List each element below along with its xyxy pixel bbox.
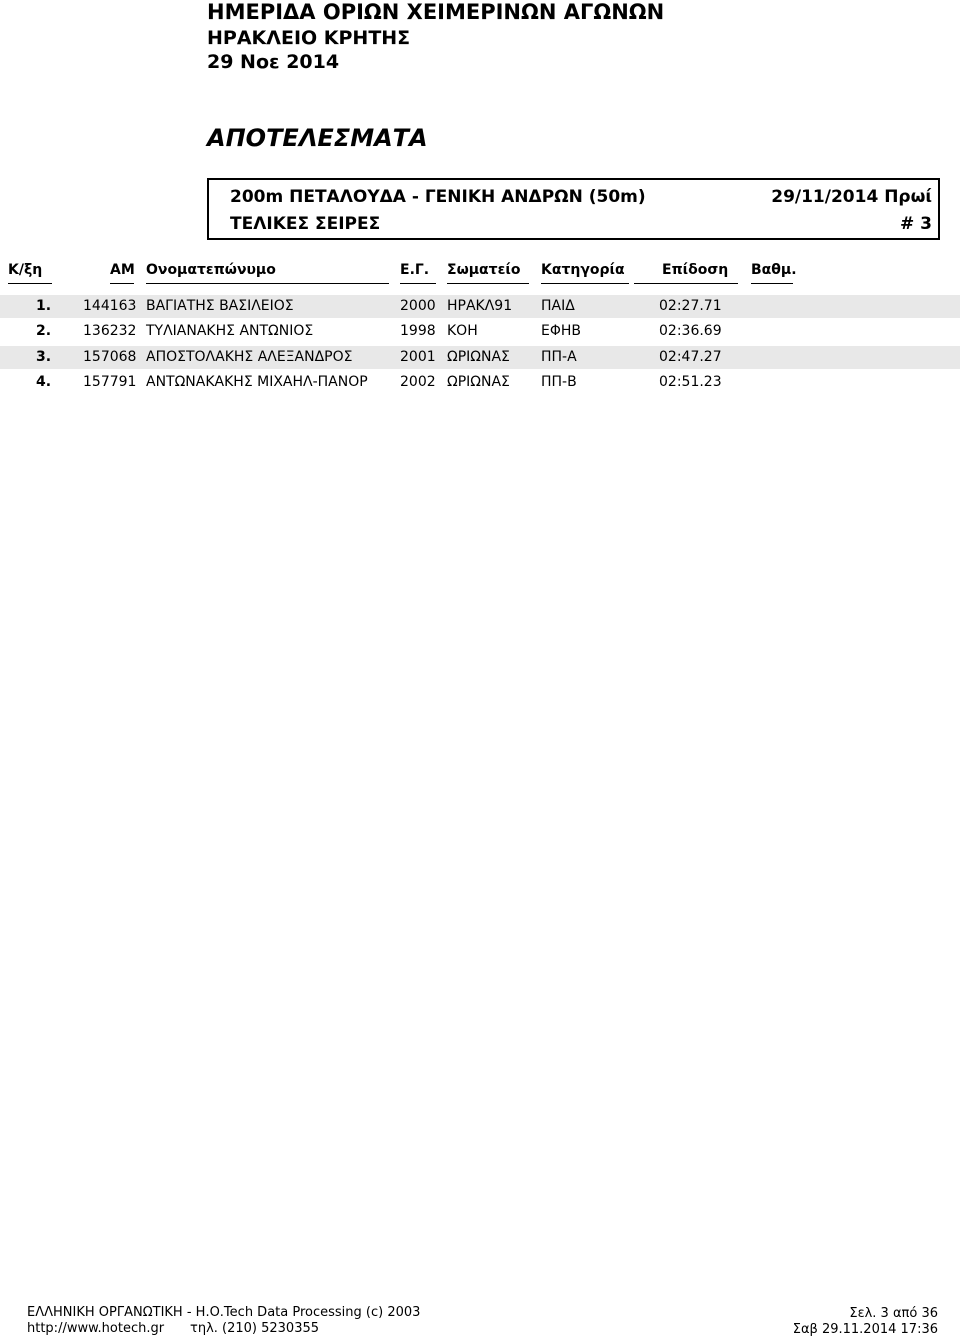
col-am: ΑΜ <box>110 262 135 278</box>
cell-club: ΩΡΙΩΝΑΣ <box>447 349 510 365</box>
cell-name: ΤΥΛΙΑΝΑΚΗΣ ΑΝΤΩΝΙΟΣ <box>146 323 314 339</box>
cell-performance: 02:27.71 <box>659 298 722 314</box>
cell-rank: 2. <box>36 323 52 339</box>
cell-name: ΑΠΟΣΤΟΛΑΚΗΣ ΑΛΕΞΑΝΔΡΟΣ <box>146 349 353 365</box>
cell-performance: 02:36.69 <box>659 323 722 339</box>
cell-am: 144163 <box>83 298 137 314</box>
cell-performance: 02:47.27 <box>659 349 722 365</box>
section-title: ΑΠΟΤΕΛΕΣΜΑΤΑ <box>207 124 428 152</box>
table-row <box>0 320 960 343</box>
col-year-underline <box>400 283 436 284</box>
col-points-underline <box>751 283 793 284</box>
cell-year: 2000 <box>400 298 436 314</box>
col-club-underline <box>447 283 529 284</box>
footer-phone: τηλ. (210) 5230355 <box>190 1321 320 1336</box>
cell-rank: 4. <box>36 374 52 390</box>
col-year: Ε.Γ. <box>400 262 430 278</box>
event-heat: # 3 <box>900 214 932 234</box>
col-name-underline <box>146 283 389 284</box>
cell-year: 2002 <box>400 374 436 390</box>
cell-performance: 02:51.23 <box>659 374 722 390</box>
col-points: Βαθμ. <box>751 262 797 278</box>
cell-am: 157068 <box>83 349 137 365</box>
event-box <box>207 178 940 240</box>
table-row <box>0 371 960 394</box>
cell-club: ΚΟΗ <box>447 323 478 339</box>
cell-category: ΠΑΙΔ <box>541 298 575 314</box>
meet-date: 29 Νοε 2014 <box>207 51 340 73</box>
cell-name: ΒΑΓΙΑΤΗΣ ΒΑΣΙΛΕΙΟΣ <box>146 298 294 314</box>
col-performance-underline <box>634 283 738 284</box>
cell-club: ΩΡΙΩΝΑΣ <box>447 374 510 390</box>
col-rank: Κ/ξη <box>8 262 43 278</box>
cell-category: ΕΦΗΒ <box>541 323 581 339</box>
table-row <box>0 346 960 369</box>
footer-url[interactable]: http://www.hotech.gr <box>27 1321 165 1336</box>
col-category-underline <box>541 283 629 284</box>
event-round: ΤΕΛΙΚΕΣ ΣΕΙΡΕΣ <box>230 214 381 234</box>
cell-rank: 1. <box>36 298 52 314</box>
footer-printed-timestamp: Σαβ 29.11.2014 17:36 <box>792 1322 938 1337</box>
col-am-underline <box>110 283 134 284</box>
cell-am: 157791 <box>83 374 137 390</box>
cell-club: ΗΡΑΚΛ91 <box>447 298 513 314</box>
meet-name: ΗΜΕΡΙΔΑ ΟΡΙΩΝ ΧΕΙΜΕΡΙΝΩΝ ΑΓΩΝΩΝ <box>207 0 665 24</box>
col-performance: Επίδοση <box>662 262 729 278</box>
col-club: Σωματείο <box>447 262 521 278</box>
col-name: Ονοματεπώνυμο <box>146 262 276 278</box>
col-rank-underline <box>8 283 52 284</box>
footer-page-number: Σελ. 3 από 36 <box>849 1306 938 1321</box>
cell-category: ΠΠ-Α <box>541 349 577 365</box>
cell-am: 136232 <box>83 323 137 339</box>
cell-year: 1998 <box>400 323 436 339</box>
event-date-session: 29/11/2014 Πρωί <box>771 187 932 207</box>
cell-name: ΑΝΤΩΝΑΚΑΚΗΣ ΜΙΧΑΗΛ-ΠΑΝΟΡ <box>146 374 368 390</box>
footer-company: ΕΛΛΗΝΙΚΗ ΟΡΓΑΝΩΤΙΚΗ - Η.Ο.Tech Data Processing (c) 2003 <box>27 1305 421 1320</box>
col-category: Κατηγορία <box>541 262 625 278</box>
cell-rank: 3. <box>36 349 52 365</box>
cell-category: ΠΠ-Β <box>541 374 577 390</box>
cell-year: 2001 <box>400 349 436 365</box>
meet-location: ΗΡΑΚΛΕΙΟ ΚΡΗΤΗΣ <box>207 27 411 49</box>
event-name: 200m ΠΕΤΑΛΟΥΔΑ - ΓΕΝΙΚΗ ΑΝΔΡΩΝ (50m) <box>230 187 646 207</box>
table-row <box>0 295 960 318</box>
